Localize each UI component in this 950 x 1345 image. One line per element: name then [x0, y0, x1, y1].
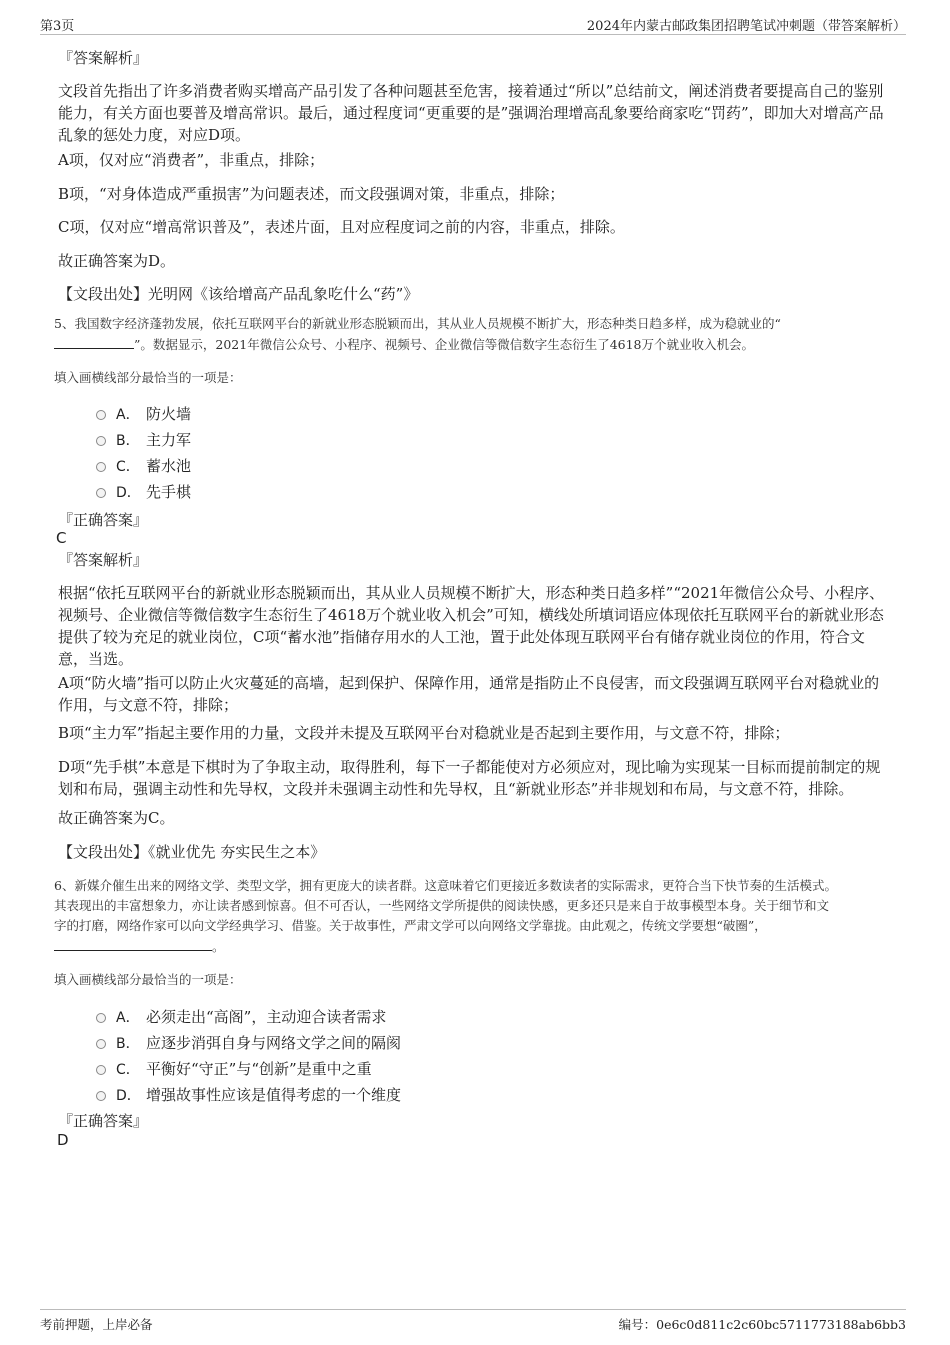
- q5-option-c[interactable]: C． 蓄水池: [96, 455, 191, 476]
- q4-option-c-analysis: C项，仅对应“增高常识普及”，表述片面，且对应程度词之前的内容，非重点，排除。: [58, 218, 625, 236]
- q4-analysis-heading: 『答案解析』: [58, 49, 149, 67]
- q5-analysis-heading: 『答案解析』: [58, 551, 149, 569]
- q6-answer-heading: 『正确答案』: [58, 1112, 149, 1130]
- q4-conclusion: 故正确答案为D。: [58, 252, 176, 270]
- radio-icon[interactable]: [96, 1013, 106, 1023]
- q5-option-d-analysis: D项“先手棋”本意是下棋时为了争取主动，取得胜利，每下一子都能使对方必须应对，现比喻为实现某一目标而提前制定的规划和布局，强调主动性和先导权，文段并未强调主动性和先导权，且“新就业形态”并非规划和布局，与文意不符，排除。: [58, 758, 881, 798]
- q6-option-d[interactable]: D． 增强故事性应该是值得考虑的一个维度: [96, 1084, 401, 1105]
- q5-option-a-analysis: A项“防火墙”指可以防止火灾蔓延的高墙，起到保护、保障作用，通常是指防止不良侵害，而文段强调互联网平台对稳就业的作用，与文意不符，排除；: [58, 674, 880, 714]
- q5-conclusion: 故正确答案为C。: [58, 809, 175, 827]
- page-footer: [40, 1309, 906, 1332]
- q4-option-b-analysis: B项，“对身体造成严重损害”为问题表述，而文段强调对策，非重点，排除；: [58, 185, 565, 203]
- footer-slogan: 考前押题，上岸必备: [40, 1317, 153, 1332]
- q5-answer-heading: 『正确答案』: [58, 511, 149, 529]
- radio-icon[interactable]: [96, 488, 106, 498]
- q6-option-c[interactable]: C． 平衡好“守正”与“创新”是重中之重: [96, 1058, 372, 1079]
- q6-blank: [54, 936, 212, 951]
- q6-prompt: 填入画横线部分最恰当的一项是：: [54, 972, 242, 987]
- q6-option-a[interactable]: A． 必须走出“高阁”，主动迎合读者需求: [96, 1006, 386, 1027]
- q5-stem: [54, 314, 904, 355]
- q5-option-d[interactable]: D． 先手棋: [96, 481, 191, 502]
- q5-option-a[interactable]: A． 防火墙: [96, 403, 191, 424]
- q6-stem: [54, 876, 906, 957]
- q5-option-b[interactable]: B． 主力军: [96, 429, 191, 450]
- q6-stem-line2: 其表现出的丰富想象力，亦让读者感到惊喜。但不可否认，一些网络文学所提供的阅读快感，更多还只是来自于故事模型本身。关于细节和文: [54, 898, 830, 913]
- q6-stem-end: 。: [212, 939, 225, 954]
- radio-icon[interactable]: [96, 462, 106, 472]
- q5-stem-line2: ”。数据显示，2021年微信公众号、小程序、视频号、企业微信等微信数字生态衍生了4618万个就业收入机会。: [134, 337, 755, 352]
- q5-prompt: 填入画横线部分最恰当的一项是：: [54, 370, 242, 385]
- page-number: 第3页: [40, 19, 75, 34]
- q5-answer: C: [56, 529, 67, 547]
- radio-icon[interactable]: [96, 1039, 106, 1049]
- q5-blank: [54, 334, 134, 349]
- radio-icon[interactable]: [96, 410, 106, 420]
- q4-source: 【文段出处】光明网《该给增高产品乱象吃什么“药”》: [58, 285, 419, 303]
- radio-icon[interactable]: [96, 1091, 106, 1101]
- radio-icon[interactable]: [96, 1065, 106, 1075]
- q5-option-b-analysis: B项“主力军”指起主要作用的力量，文段并未提及互联网平台对稳就业是否起到主要作用，与文意不符，排除；: [58, 724, 790, 742]
- page-header: [40, 12, 906, 35]
- document-code: 编号：0e6c0d811c2c60bc5711773188ab6bb3: [618, 1317, 906, 1332]
- q4-analysis-text: 文段首先指出了许多消费者购买增高产品引发了各种问题甚至危害，接着通过“所以”总结前文，阐述消费者要提高自己的鉴别能力，有关方面也要普及增高常识。最后，通过程度词“更重要的是”强调治理增高乱象要给商家吃“罚药”，即加大对增高产品乱象的惩处力度，对应D项。: [58, 82, 884, 144]
- q6-stem-line1: 6、新媒介催生出来的网络文学、类型文学，拥有更庞大的读者群。这意味着它们更接近多数读者的实际需求，更符合当下快节奏的生活模式。: [54, 878, 837, 893]
- q6-stem-line3: 字的打磨，网络作家可以向文学经典学习、借鉴。关于故事性，严肃文学可以向网络文学靠拢。由此观之，传统文学要想“破圈”，: [54, 918, 767, 933]
- q5-analysis-text: 根据“依托互联网平台的新就业形态脱颖而出，其从业人员规模不断扩大，形态种类日趋多样”“2021年微信公众号、小程序、视频号、企业微信等微信数字生态衍生了4618万个就业收入机会”可知，横线处所填词语应体现依托互联网平台的新就业形态提供了较为充足的就业岗位，C项“蓄水池”指储存用水的人工池，置于此处体现互联网平台有储存就业岗位的作用，符合文意，当选。: [58, 584, 885, 668]
- radio-icon[interactable]: [96, 436, 106, 446]
- q5-stem-line1: 5、我国数字经济蓬勃发展，依托互联网平台的新就业形态脱颖而出，其从业人员规模不断扩大，形态种类日趋多样，成为稳就业的“: [54, 316, 781, 331]
- q6-answer: D: [57, 1131, 69, 1149]
- document-title: 2024年内蒙古邮政集团招聘笔试冲刺题（带答案解析）: [586, 19, 906, 34]
- q4-option-a-analysis: A项，仅对应“消费者”，非重点，排除；: [58, 151, 325, 169]
- q5-source: 【文段出处】《就业优先 夯实民生之本》: [58, 843, 326, 861]
- q6-option-b[interactable]: B． 应逐步消弭自身与网络文学之间的隔阂: [96, 1032, 401, 1053]
